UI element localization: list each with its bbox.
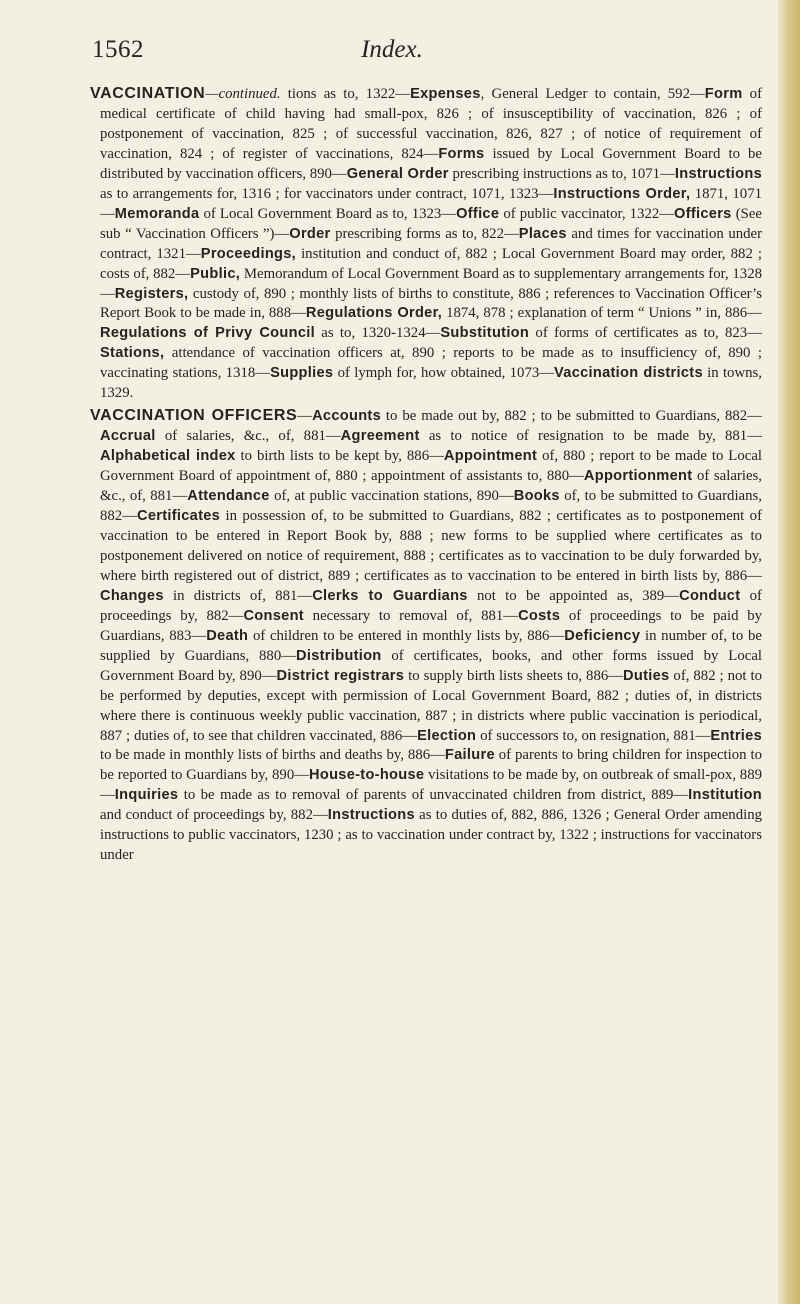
subentry-keyword: Appointment: [443, 448, 538, 465]
subentry-keyword: Proceedings,: [200, 245, 297, 262]
subentry-keyword: Instructions: [327, 807, 415, 824]
entry-text: and conduct of proceedings by, 882—: [100, 807, 328, 824]
entry-text: not to be appointed as, 389—: [467, 587, 680, 604]
entry-text: custody of, 890 ; monthly lists of births to constitute, 886 ; references to Vaccination Officer’s Report Book to be made in, 888—: [100, 285, 762, 322]
subentry-keyword: Costs: [518, 607, 561, 624]
entry-text: of, at public vaccination stations, 890—: [269, 488, 514, 505]
entry-text: prescribing forms as to, 822—: [330, 225, 519, 242]
entry-heading: VACCINATION OFFICERS: [90, 407, 298, 425]
subentry-keyword: Accounts: [312, 408, 381, 425]
entry-text: of children to be entered in monthly lists by, 886—: [248, 627, 565, 644]
entry-text: issued by Local Government Board to be distributed by vaccination officers, 890—: [100, 145, 762, 182]
entry-text: of Local Government Board as to, 1323—: [199, 205, 457, 222]
page-header: [92, 36, 692, 76]
subentry-keyword: Stations,: [100, 345, 165, 362]
subentry-keyword: Forms: [438, 145, 485, 162]
entry-text: of salaries, &c., of, 881—: [155, 428, 341, 445]
subentry-keyword: Death: [206, 627, 249, 644]
entry-text: (See sub “ Vaccination Officers ”)—: [100, 205, 762, 242]
entry-text: , General Ledger to contain, 592—: [480, 86, 705, 102]
entry-text: institution and conduct of, 882 ; Local Government Board may order, 882 ; costs of, 882—: [100, 245, 762, 282]
entry-text: as to notice of resignation to be made by, 881—: [419, 428, 762, 445]
entry-text: of proceedings by, 882—: [100, 587, 762, 624]
entry-text: to be made out by, 882 ; to be submitted to Guardians, 882—: [381, 408, 762, 425]
running-title: Index.: [361, 36, 423, 63]
entry-text: to be made in monthly lists of births and deaths by, 886—: [100, 747, 445, 764]
subentry-keyword: Substitution: [440, 325, 530, 342]
subentry-keyword: Entries: [710, 727, 762, 744]
entry-text: of public vaccinator, 1322—: [499, 205, 675, 222]
subentry-keyword: Vaccination districts: [554, 365, 703, 382]
subentry-keyword: Supplies: [270, 365, 334, 382]
subentry-keyword: Conduct: [679, 587, 741, 604]
subentry-keyword: Deficiency: [564, 627, 641, 644]
index-text: [90, 84, 762, 866]
subentry-keyword: Memoranda: [114, 205, 200, 222]
entry-text: of medical certificate of child having had small-pox, 826 ; of insusceptibility of vaccination, 826 ; of postponement of vaccination, 825 ; of successful vaccination, 826, 827 ; of notice of requirement of vaccination, 824 ; of register of vaccinations, 824—: [100, 86, 762, 162]
subentry-keyword: Changes: [100, 587, 164, 604]
entry-text: to supply birth lists sheets to, 886—: [404, 667, 624, 684]
subentry-keyword: House-to-house: [309, 767, 425, 784]
subentry-keyword: Agreement: [340, 428, 420, 445]
entry-text: of successors to, on resignation, 881—: [476, 727, 711, 744]
entry-heading: VACCINATION: [90, 85, 206, 102]
entry-text: prescribing instructions as to, 1071—: [448, 165, 675, 182]
subentry-keyword: Apportionment: [583, 468, 693, 485]
page-edge: [778, 0, 800, 1304]
entry-text: of certificates, books, and other forms issued by Local Government Board by, 890—: [100, 647, 762, 684]
entry-text: Memorandum of Local Government Board as to supplementary arrangements for, 1328—: [100, 265, 762, 302]
entry-text: 1874, 878 ; explanation of term “ Unions ” in, 886—: [442, 305, 762, 322]
entry-text: of proceedings to be paid by Guardians, 883—: [100, 607, 763, 644]
subentry-keyword: District registrars: [276, 667, 405, 684]
subentry-keyword: Officers: [674, 205, 732, 222]
subentry-keyword: Consent: [243, 607, 304, 624]
entry-text: of forms of certificates as to, 823—: [529, 325, 762, 342]
entry-text: of lymph for, how obtained, 1073—: [333, 365, 555, 382]
entry-text: as to duties of, 882, 886, 1326 ; General Order amending instructions to public vaccinators, 1230 ; as to vaccination under contract by, 1322 ; instructions for vaccinators under: [100, 807, 762, 864]
entry-text: attendance of vaccination officers at, 890 ; reports to be made as to insufficiency of, 890 ; vaccinating stations, 1318—: [100, 345, 762, 382]
subentry-keyword: Public,: [190, 265, 241, 282]
entry-text: tions as to, 1322—: [280, 86, 411, 102]
subentry-keyword: Order: [289, 225, 331, 242]
subentry-keyword: Election: [417, 727, 477, 744]
entry-text: in towns, 1329.: [100, 365, 763, 402]
subentry-keyword: Certificates: [137, 508, 221, 525]
subentry-keyword: Registers,: [114, 285, 189, 302]
entry-text: in number of, to be supplied by Guardians, 880—: [100, 627, 762, 664]
subentry-keyword: Accrual: [100, 428, 156, 445]
entry-text: 1871, 1071—: [100, 185, 762, 222]
entry-text: —: [297, 408, 313, 425]
subentry-keyword: Inquiries: [114, 787, 179, 804]
subentry-keyword: Regulations Order,: [305, 305, 443, 322]
entry-text: as to, 1320-1324—: [314, 325, 441, 342]
subentry-keyword: General Order: [346, 165, 449, 182]
entry-text: of parents to bring children for inspection to be reported to Guardians by, 890—: [100, 747, 762, 784]
entry-text: of, 880 ; report to be made to Local Government Board of appointment of, 880 ; appointment of assistants to, 880—: [100, 448, 762, 485]
subentry-keyword: Institution: [688, 787, 762, 804]
entry-text: to be made as to removal of parents of unvaccinated children from district, 889—: [178, 787, 689, 804]
subentry-keyword: Clerks to Guardians: [312, 587, 468, 604]
entry-text: and times for vaccination under contract, 1321—: [100, 225, 763, 262]
subentry-keyword: Attendance: [187, 488, 270, 505]
subentry-keyword: Failure: [444, 747, 495, 764]
subentry-keyword: Expenses: [410, 86, 481, 102]
index-entry: [90, 84, 762, 404]
entry-text: visitations to be made by, on outbreak of small-pox, 889—: [100, 767, 762, 804]
entry-text: necessary to removal of, 881—: [303, 607, 519, 624]
subentry-keyword: Form: [704, 86, 743, 102]
subentry-keyword: Regulations of Privy Council: [100, 325, 315, 342]
subentry-keyword: Books: [513, 488, 560, 505]
subentry-keyword: Instructions: [674, 165, 762, 182]
entry-text: in possession of, to be submitted to Guardians, 882 ; certificates as to postponement of vaccination to be entered in Report Book by, 888 ; new forms to be supplied where certificates as to postponement delivered on notice of requirement, 888 ; certificates as to vaccination to be duly forwarded by, where birth registered out of district, 889 ; certificates as to vaccination to be entered in birth lists by, 886—: [100, 508, 762, 584]
entry-text: of, to be submitted to Guardians, 882—: [100, 488, 762, 525]
subentry-keyword: Alphabetical index: [100, 448, 236, 465]
subentry-keyword: Instructions Order,: [553, 185, 691, 202]
entry-text: in districts of, 881—: [163, 587, 313, 604]
entry-text: as to arrangements for, 1316 ; for vaccinators under contract, 1071, 1323—: [100, 185, 554, 202]
subentry-keyword: Places: [518, 225, 567, 242]
entry-text: of salaries, &c., of, 881—: [100, 468, 762, 505]
subentry-keyword: Duties: [623, 667, 670, 684]
continued-label: —continued.: [205, 86, 281, 102]
entry-text: to birth lists to be kept by, 886—: [235, 448, 444, 465]
entry-text: of, 882 ; not to be performed by deputies, except with permission of Local Government Board, 882 ; duties of, in districts where there is continuous weekly public vaccination, 887 ; in districts where public vaccination is periodical, 887 ; duties of, to see that children vaccinated, 886—: [100, 667, 763, 744]
index-entry: [90, 406, 762, 866]
subentry-keyword: Office: [456, 205, 500, 222]
page-number: 1562: [92, 36, 144, 63]
subentry-keyword: Distribution: [296, 647, 382, 664]
